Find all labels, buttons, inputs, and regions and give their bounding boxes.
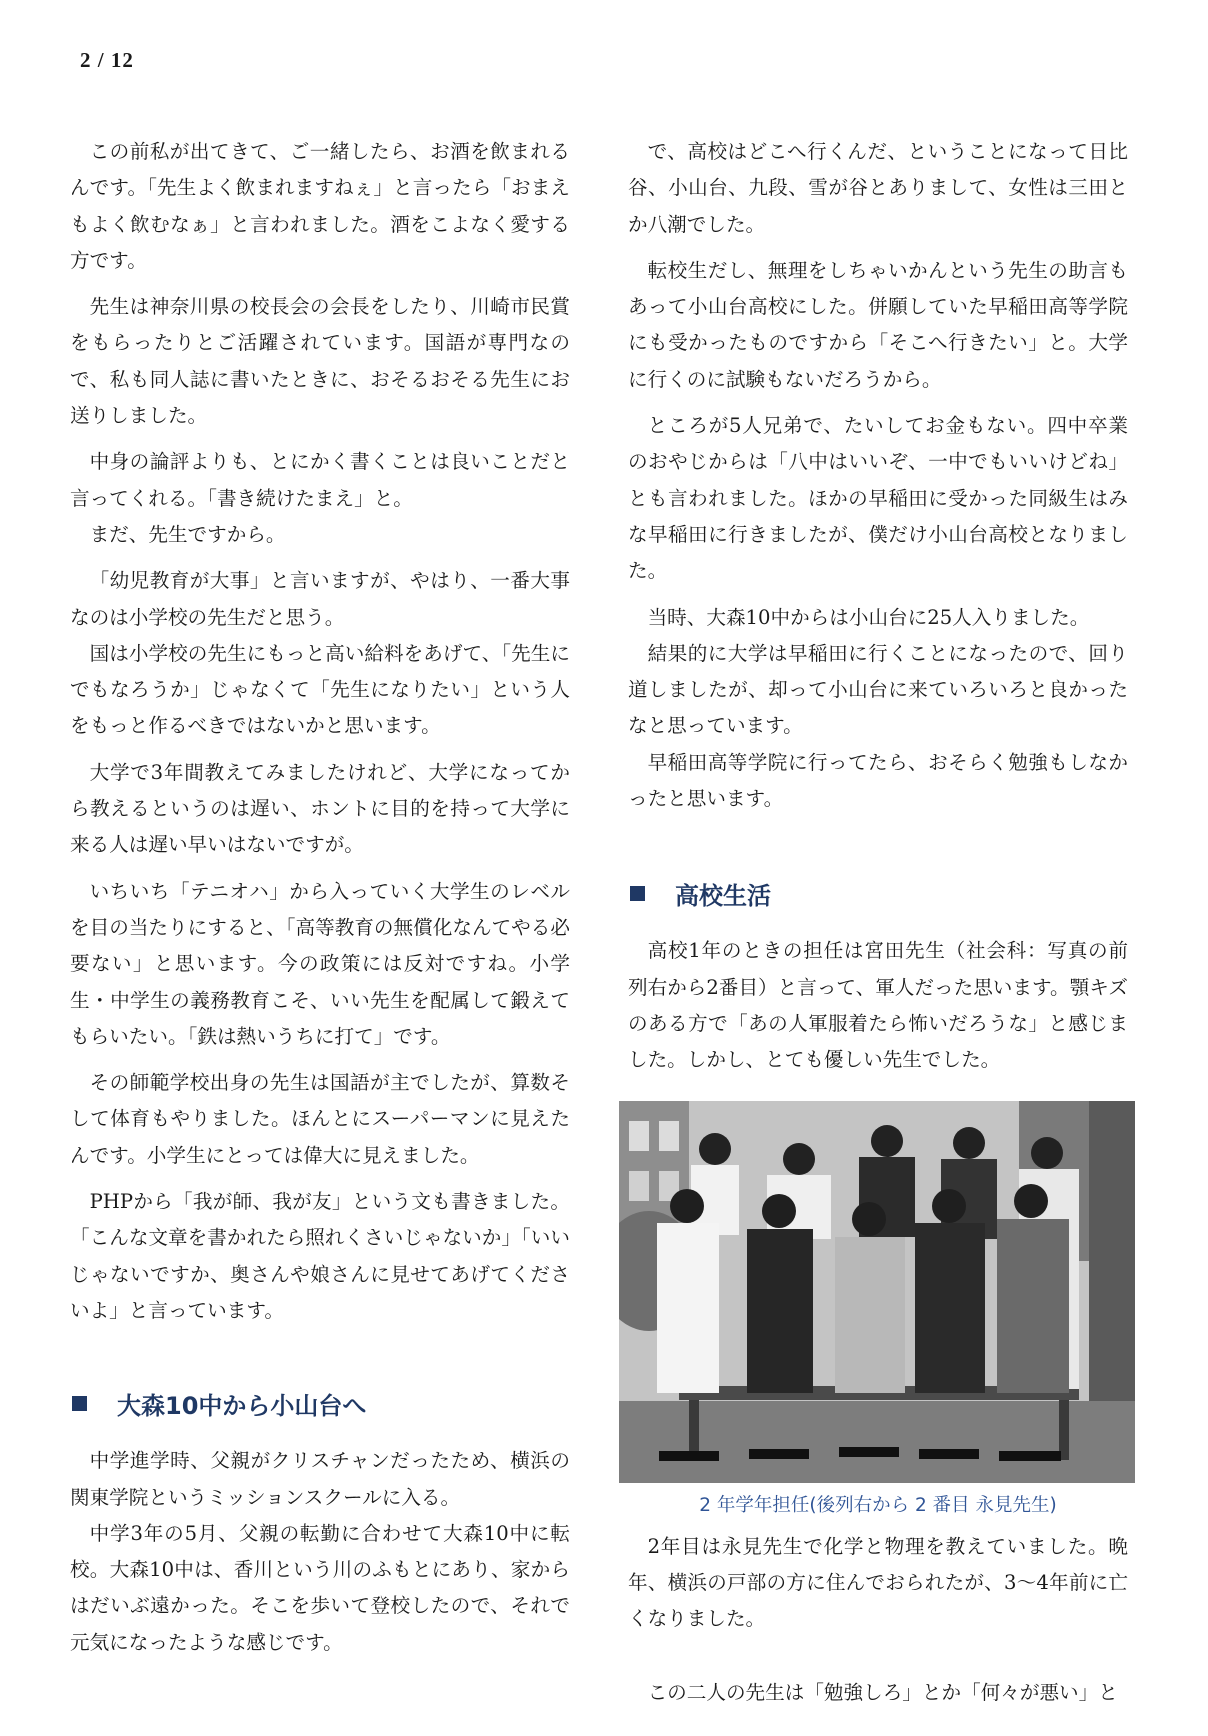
- group-photo-illustration: [619, 1101, 1135, 1483]
- paragraph: 2年目は永見先生で化学と物理を教えていました。晩年、横浜の戸部の方に住んでおられたが、3〜4年前に亡くなりました。: [628, 1534, 1128, 1631]
- paragraph: PHPから「我が師、我が友」という文も書きました。「こんな文章を書かれたら照れくさいじゃないか」「いいじゃないですか、奥さんや娘さんに見せてあげてくださいよ」と言っています。: [70, 1190, 570, 1322]
- paragraph: 「幼児教育が大事」と言いますが、やはり、一番大事なのは小学校の先生だと思う。: [70, 569, 570, 629]
- paragraph: その師範学校出身の先生は国語が主でしたが、算数そして体育もやりました。ほんとにスーパーマンに見えたんです。小学生にとっては偉大に見えました。: [70, 1071, 570, 1167]
- section-heading-text: 高校生活: [675, 881, 771, 910]
- paragraph: 中学3年の5月、父親の転勤に合わせて大森10中に転校。大森10中は、香川という川のふもとにあり、家からはだいぶ遠かった。そこを歩いて登校したので、それで元気になったような感じです。: [70, 1521, 570, 1654]
- paragraph: 転校生だし、無理をしちゃいかんという先生の助言もあって小山台高校にした。併願していた早稲田高等学院にも受かったものですから「そこへ行きたい」と。大学に行くのに試験もないだろうから。: [628, 258, 1128, 391]
- section-heading: [628, 875, 1128, 911]
- paragraph: 高校1年のときの担任は宮田先生（社会科：写真の前列右から2番目）と言って、軍人だった思います。顎キズのある方で「あの人軍服着たら怖いだろうな」と感じました。しかし、とても優しい先生でした。: [628, 939, 1128, 1072]
- paragraph: 大学で3年間教えてみましたけれど、大学になってから教えるというのは遅い、ホントに目的を持って大学に来る人は遅い早いはないですが。: [70, 760, 570, 857]
- paragraph: 国は小学校の先生にもっと高い給料をあげて、「先生にでもなろうか」じゃなくて「先生になりたい」という人をもっと作るべきではないかと思います。: [70, 641, 570, 738]
- square-bullet-icon: [630, 886, 645, 901]
- paragraph: 先生は神奈川県の校長会の会長をしたり、川崎市民賞をもらったりとご活躍されています。国語が専門なので、私も同人誌に書いたときに、おそるおそる先生にお送りしました。: [70, 295, 570, 428]
- paragraph: 中学進学時、父親がクリスチャンだったため、横浜の関東学院というミッションスクールに入る。: [70, 1449, 570, 1509]
- paragraph: で、高校はどこへ行くんだ、ということになって日比谷、小山台、九段、雪が谷とありまして、女性は三田とか八潮でした。: [628, 140, 1128, 236]
- page-number: 2 / 12: [80, 48, 134, 72]
- paragraph: この前私が出てきて、ご一緒したら、お酒を飲まれるんです。「先生よく飲まれますねぇ」と言ったら「おまえもよく飲むなぁ」と言われました。酒をこよなく愛する方です。: [70, 140, 570, 272]
- section-heading-text: 大森10中から小山台へ: [117, 1391, 367, 1420]
- paragraph: まだ、先生ですから。: [89, 522, 286, 546]
- group-photo: [619, 1101, 1135, 1483]
- right-column: [628, 134, 1128, 1722]
- section-heading: [70, 1385, 570, 1421]
- paragraph: 中身の論評よりも、とにかく書くことは良いことだと言ってくれる。「書き続けたまえ」と。: [70, 450, 570, 510]
- square-bullet-icon: [72, 1396, 87, 1411]
- paragraph: 結果的に大学は早稲田に行くことになったので、回り道しましたが、却って小山台に来ていろいろと良かったなと思っています。: [628, 641, 1128, 738]
- photo-caption: 2 年学年担任(後列右から 2 番目 永見先生): [699, 1494, 1057, 1516]
- paragraph: ところが5人兄弟で、たいしてお金もない。四中卒業のおやじからは「八中はいいぞ、一中でもいいけどね」とも言われました。ほかの早稲田に受かった同級生はみな早稲田に行きましたが、僕だけ小山台高校となりました。: [628, 414, 1128, 583]
- paragraph: この二人の先生は「勉強しろ」とか「何々が悪い」と: [647, 1681, 1118, 1705]
- paragraph: いちいち「テニオハ」から入っていく大学生のレベルを目の当たりにすると、「高等教育の無償化なんてやる必要ない」と思います。今の政策には反対ですね。小学生・中学生の義務教育こそ、いい先生を配属して鍛えてもらいたい。「鉄は熱いうちに打て」です。: [70, 879, 570, 1048]
- paragraph: 早稲田高等学院に行ってたら、おそらく勉強もしなかったと思います。: [628, 750, 1128, 811]
- left-column: [70, 134, 570, 1671]
- paragraph: 当時、大森10中からは小山台に25人入りました。: [647, 605, 1090, 629]
